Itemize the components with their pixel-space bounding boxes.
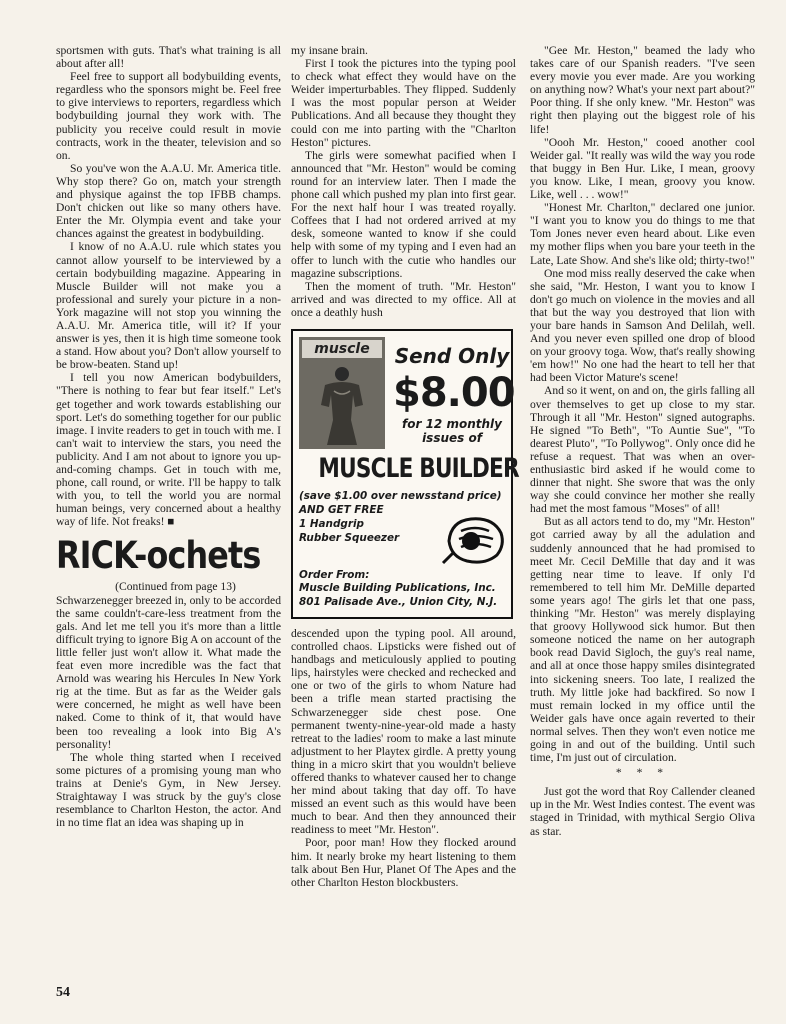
column-1 [56,44,281,829]
paragraph: Just got the word that Roy Callender cleaned up in the Mr. West Indies contest. The event was staged in Trinidad, with mythical Sergio Oliva as star. [530,785,755,838]
magazine-cover-image [299,337,385,449]
paragraph: And so it went, on and on, the girls falling all over themselves to get up close to my star. Through it all "Mr. Heston" signed autographs. He signed "To Beth", "To Auntie Sue", "To dearest Pluto", "To Pollywog". Only once did he refuse a request. That was when an over-enthusiastic bird asked if he would come to dinner that night. She swore that was the only way she could convince her mother she really had met the most famous "Moses" of all! [530,384,755,516]
paragraph: Then the moment of truth. "Mr. Heston" arrived and was directed to my office. All at once a deathly hush [291,279,516,319]
paragraph: So you've won the A.A.U. Mr. America title. Why stop there? Go on, match your strength and physique against the top IFBB champs. Don't chicken out like so many others have. Enter the Mr. Olympia event and take your chances against the greatest in bodybuilding. [56,161,281,241]
paragraph: Feel free to support all bodybuilding events, regardless who the sponsors might be. Feel free to give interviews to reporters, regardless which bodybuilding journal they work with. The publicity you receive could result in movie contracts, work in the theater, television and so on. [56,70,281,162]
paragraph: Poor, poor man! How they flocked around him. It nearly broke my heart listening to them talk about Ben Hur, Planet Of The Apes and the other Charlton Heston blockbusters. [291,836,516,889]
paragraph: The girls were somewhat pacified when I announced that "Mr. Heston" would be coming round for an interview later. Then I made the phone call which pushed my plan into first gear. For the next half hour I was treated royally. Coffees that I had not ordered arrived at my desk, someone wanted to know if she could help with some of my typing and I even had an offer to lunch with the cutie who handles our magazine subscriptions. [291,148,516,280]
column-2 [291,44,519,889]
handgrip-squeezer-icon [441,511,507,567]
order-details [299,569,511,610]
article-headline: RICK-ochets [56,534,261,578]
bodybuilder-figure-icon [319,365,365,445]
paragraph: But as all actors tend to do, my "Mr. Heston" got carried away by all the adulation and suddenly announced that he had promised to meet Mr. Cecil DeMille that day and it was getting near time to leave. If only I'd remembered to tell him Mr. DeMille departed some years ago! The girls let that one pass, thinking "Mr. Heston" was merely displaying that groovy Hollywood sick humor. But then someone noticed the name on her autograph book read David Sigloch, the guy's real name, and all at once those happy smiles disintegrated into sickening sneers. Too late, I realized the truth. My little joke had backfired. So now I must remain locked in my office until the Weider gals have once again reverted to their normal selves. Then they won't even notice me going in and out of the building. Until such time, I'm just out of circulation. [530,515,755,765]
subscription-advertisement [291,329,519,619]
cover-masthead: muscle [302,340,382,358]
gift-line-1: 1 Handgrip [299,517,364,530]
free-line: AND GET FREE [299,503,384,516]
paragraph: The whole thing started when I received some pictures of a promising young man who trains at Denie's Gym, in New Jersey. Straightaway I was struck by the guy's close resemblance to Charlton Heston, the actor. And in no time flat an idea was shaping up in [56,750,281,830]
paragraph: One mod miss really deserved the cake when she said, "Mr. Heston, I want you to know I don't go much on violence in the movies and all that but the way you destroyed that lion with your bare hands in Samson And Delilah, well. And you never even spilled one drop of blood on your groovy toga. Wow, that's really showing 'em how!" No one had the heart to tell her that had been Victor Mature's scene! [530,266,755,385]
paragraph: Schwarzenegger breezed in, only to be accorded the same couldn't-care-less treatment from the gals. And let me tell you it's more than a little difficult trying to ignore Big A on account of the little feller just won't allow it. What made the feat even more incredible was the fact that Arnold was wearing his Hercules In New York rig at the time. But as far as the Weider gals were concerned, he might as well have been naked. Come to think of it, that would have been too revealing a look into Big A's personality! [56,593,281,751]
brand-label: MUSCLE BUILDER [318,452,519,484]
continued-note: (Continued from page 13) [115,580,236,594]
save-line: (save $1.00 over newsstand price) [299,489,502,502]
gift-line-2: Rubber Squeezer [299,531,400,544]
send-only-label: Send Only [394,343,510,368]
publisher-address: 801 Palisade Ave., Union City, N.J. [299,595,498,608]
price-label: $8.00 [393,369,515,416]
section-divider: * * * [615,766,670,780]
paragraph: "Oooh Mr. Heston," cooed another cool Weider gal. "It really was wild the way you rode that buggy in Ben Hur. Like, I mean, groovy you know. Like, I mean, groovy you know. Like, well . . . wow!" [530,135,755,202]
paragraph: I know of no A.A.U. rule which states you cannot allow yourself to be interviewed by a certain bodybuilding magazine. Appearing in Muscle Builder will not make you a professional and surely your picture in a non-York magazine will not stop you winning the A.A.U. Mr. America title, will it? If your answer is yes, then it is high time someone took a stand. How about you? Don't allow yourself to be brow-beaten. Stand up! [56,240,281,372]
column-3 [530,44,755,838]
order-from-label: Order From: [299,568,370,581]
publisher-name: Muscle Building Publications, Inc. [299,582,496,595]
offer-details [299,489,502,545]
paragraph: sportsmen with guts. That's what training is all about after all! [56,44,281,71]
paragraph: I tell you now American bodybuilders, "There is nothing to fear but fear itself." Let's get together and work towards establishing our sport. Let's do something together for our public image. I invite readers to get in touch with me. I can't wait to interview the stars, you need the publicity. And I am not about to ignore you up-and-coming champs. Get in touch with me, phone, call round, or write. I'll be happy to talk with you, to tell the world you are normal human beings, very concerned about a healthy way of life. Not freaks! ■ [56,371,281,529]
paragraph: descended upon the typing pool. All around, controlled chaos. Lipsticks were fished out of handbags and meticulously applied to pouting lips, hairstyles were checked and rechecked and one or two of the girls to whom Nature had been a trifle mean started practising the Schwarzenegger side chest pose. One permanent twenty-nine-year-old made a hasty retreat to the ladies' room to make a last minute adjustment to her Playtex girdle. A pretty young thing in a micro skirt that you wouldn't believe offered thanks to whatever caused her to change her mind about taking that day off. To have missed an event such as this would have been much to bear. And then they announced their readiness to meet "Mr. Heston". [291,626,516,837]
paragraph: First I took the pictures into the typing pool to check what effect they would have on the Weider imperturbables. They flipped. Suddenly I was the most popular person at Weider Publications. And all because they thought they could con me into parting with the "Charlton Heston" pictures. [291,57,516,149]
paragraph: my insane brain. [291,44,368,57]
issues-label: for 12 monthly issues of [402,416,502,445]
paragraph: "Gee Mr. Heston," beamed the lady who takes care of our Spanish readers. "I've seen every movie you ever made. Are you working on anything now? What's your next part about?" Poor thing. If she only knew. "Mr. Heston" was right then playing out the biggest role of his life! [530,44,755,136]
paragraph: "Honest Mr. Charlton," declared one junior. "I want you to know you do things to me that Tom Jones never even heard about. Like even my mother flips when you bare your teeth in the Late, Late Show. And she's like old; thirty-two!" [530,201,755,267]
page-number: 54 [56,985,70,1000]
